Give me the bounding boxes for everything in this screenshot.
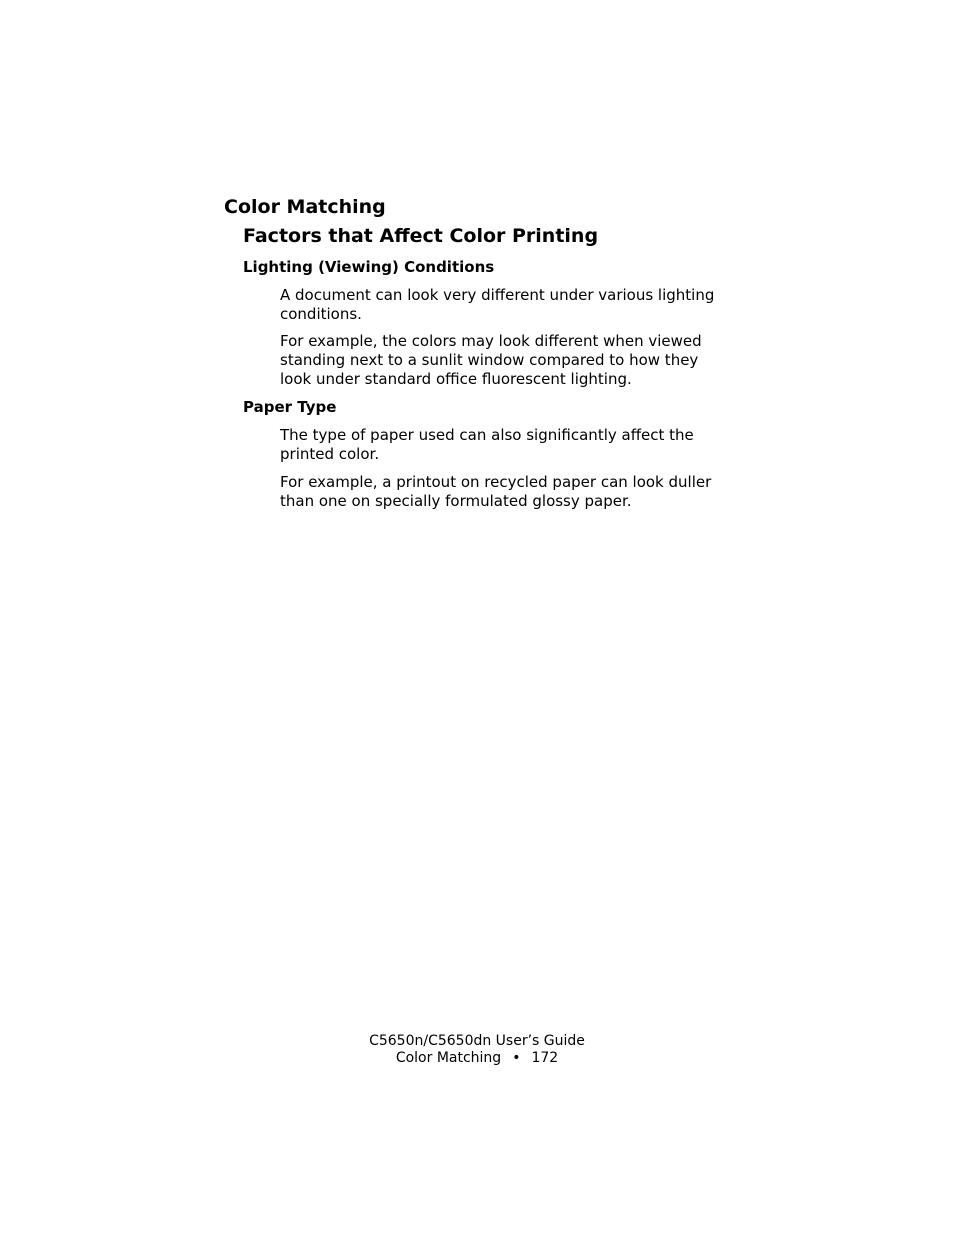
page-title: Color Matching [224, 196, 386, 218]
subsection-heading-paper-type: Paper Type [243, 398, 337, 416]
bullet-separator: • [512, 1050, 521, 1066]
text-line: printed color. [280, 445, 380, 463]
paragraph-paper-intro [280, 426, 750, 464]
footer-section-name: Color Matching [395, 1050, 502, 1066]
text-line: look under standard office fluorescent lighting. [280, 370, 632, 388]
text-line: standing next to a sunlit window compared to how they [280, 351, 699, 369]
paragraph-lighting-intro [280, 286, 750, 324]
text-line: The type of paper used can also significantly affect the [280, 426, 694, 444]
text-line: conditions. [280, 305, 362, 323]
text-line: than one on specially formulated glossy paper. [280, 492, 632, 510]
text-line: For example, the colors may look different when viewed [280, 332, 702, 350]
text-line: For example, a printout on recycled paper can look duller [280, 473, 712, 491]
section-heading: Factors that Affect Color Printing [243, 225, 599, 247]
subsection-heading-lighting: Lighting (Viewing) Conditions [243, 258, 495, 276]
paragraph-lighting-example [280, 332, 750, 389]
paragraph-paper-example [280, 473, 750, 511]
page-number: 172 [531, 1050, 559, 1066]
footer-guide-title: C5650n/C5650dn User’s Guide [369, 1033, 585, 1049]
footer-page-info [0, 1050, 954, 1067]
text-line: A document can look very different under various lighting [280, 286, 715, 304]
